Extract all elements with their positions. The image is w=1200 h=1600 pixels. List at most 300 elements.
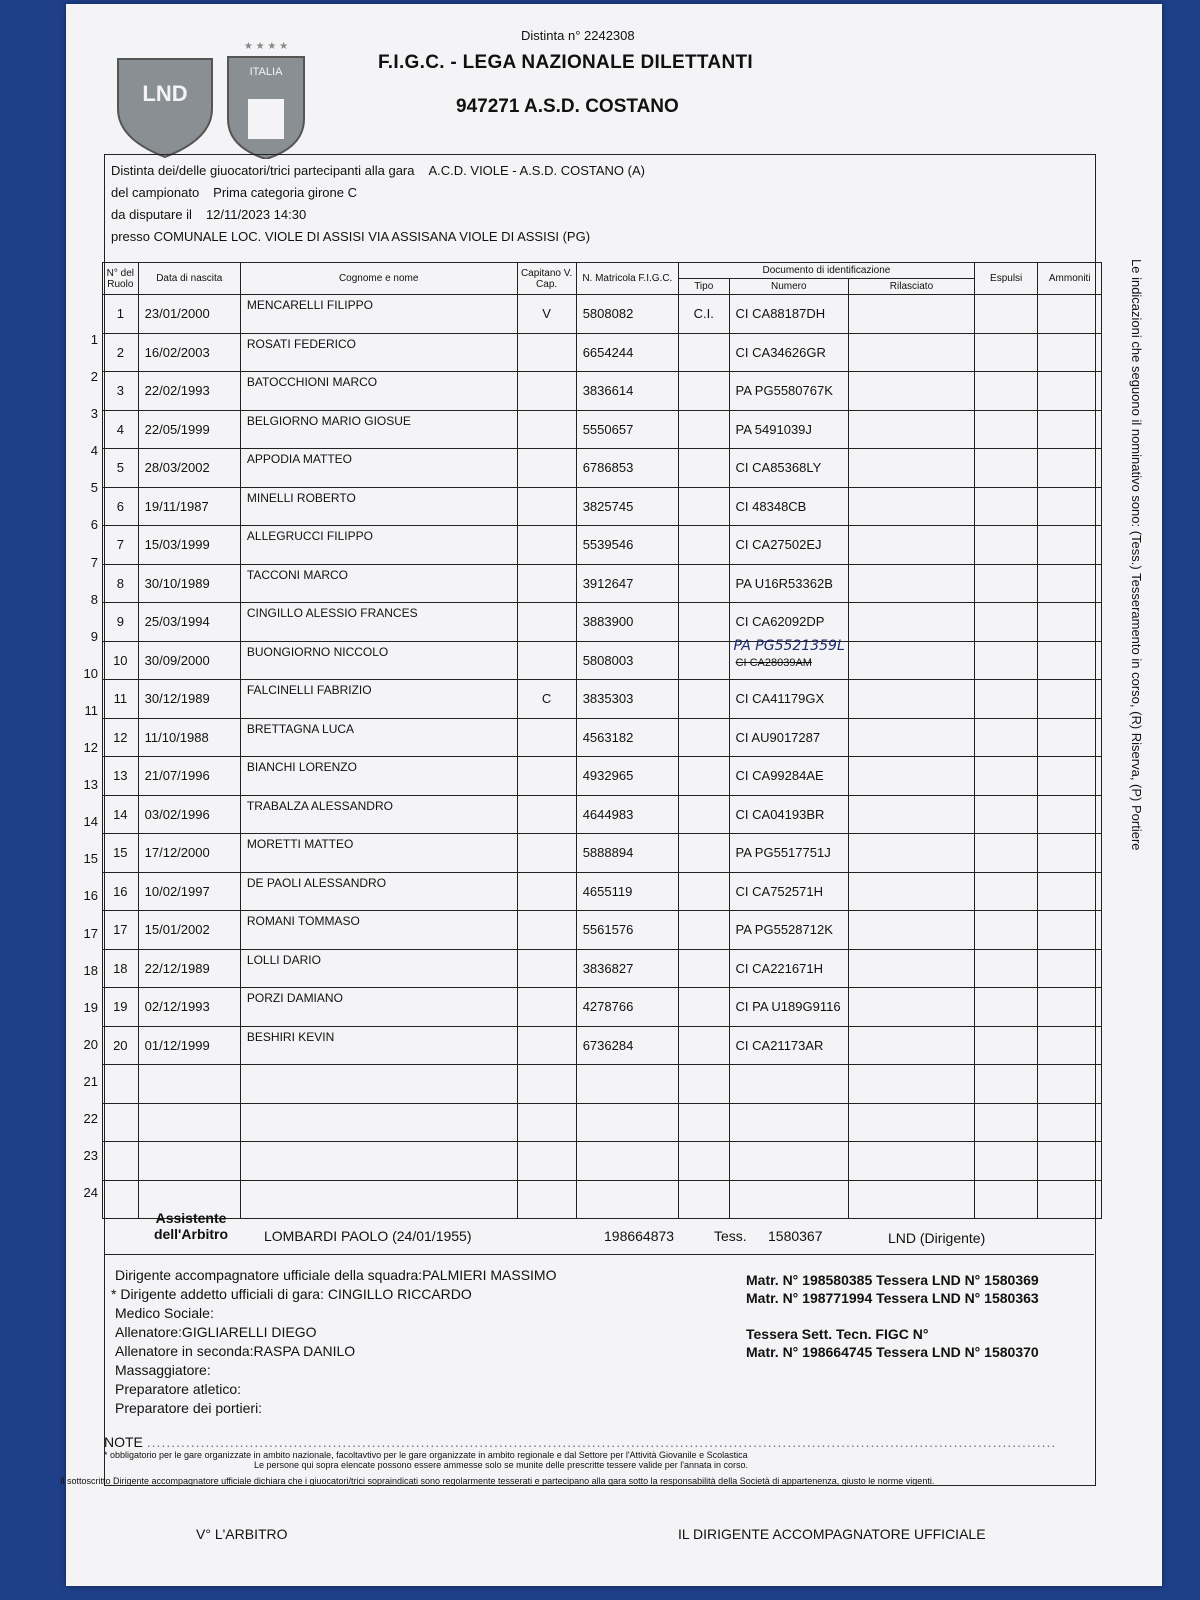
- cell-tipo: [678, 449, 729, 488]
- row-number: 24: [83, 1185, 98, 1201]
- cell-ammoniti: [1038, 333, 1102, 372]
- cell-nascita: 15/01/2002: [138, 911, 240, 950]
- cell-ruolo: 15: [103, 834, 139, 873]
- cell-ammoniti: [1038, 564, 1102, 603]
- handwritten-correction: PA PG5521359L: [733, 637, 845, 654]
- cell-ruolo: 16: [103, 872, 139, 911]
- cell-tipo: [678, 680, 729, 719]
- cell-espulsi: [974, 487, 1038, 526]
- cell-nome: ALLEGRUCCI FILIPPO: [240, 526, 517, 565]
- cell-tipo: C.I.: [678, 295, 729, 334]
- assistant-rilasciato: LND (Dirigente): [888, 1230, 986, 1246]
- table-row: [103, 641, 1102, 680]
- cell-tipo: [678, 641, 729, 680]
- row-number: 2: [90, 369, 98, 385]
- cell-tipo: [678, 718, 729, 757]
- cell-rilasciato: [849, 449, 975, 488]
- cell-ruolo: 4: [103, 410, 139, 449]
- cell-ammoniti: [1038, 372, 1102, 411]
- cell-ammoniti: [1038, 834, 1102, 873]
- cell-numero: CI CA221671H: [729, 949, 848, 988]
- cell-ruolo: 11: [103, 680, 139, 719]
- cell-ruolo: 12: [103, 718, 139, 757]
- match-date: 12/11/2023 14:30: [205, 207, 307, 222]
- cell-espulsi: [974, 372, 1038, 411]
- matr-line: Matr. N° 198664745 Tessera LND N° 1580370: [746, 1344, 1039, 1360]
- cell-ruolo: 13: [103, 757, 139, 796]
- cell-rilasciato: [849, 872, 975, 911]
- cell-espulsi: [974, 1065, 1038, 1104]
- note-fine2: Le persone qui sopra elencate possono essere ammesse solo se munite delle prescritte tessere valide per l'annata in corso.: [254, 1460, 748, 1470]
- cell-rilasciato: [849, 911, 975, 950]
- cell-numero: CI CA21173AR: [729, 1026, 848, 1065]
- cell-numero: CI CA752571H: [729, 872, 848, 911]
- staff-line: Massaggiatore:: [115, 1362, 211, 1378]
- cell-nascita: 10/02/1997: [138, 872, 240, 911]
- cell-nome: DE PAOLI ALESSANDRO: [240, 872, 517, 911]
- cell-nascita: 03/02/1996: [138, 795, 240, 834]
- cell-ammoniti: [1038, 949, 1102, 988]
- col-ammoniti: Ammoniti: [1038, 263, 1102, 295]
- table-row: [103, 410, 1102, 449]
- col-nome: Cognome e nome: [240, 263, 517, 295]
- cell-matricola: [576, 1142, 678, 1181]
- cell-nascita: 19/11/1987: [138, 487, 240, 526]
- cell-ruolo: 14: [103, 795, 139, 834]
- cell-nome: [240, 1103, 517, 1142]
- logos: [116, 39, 316, 159]
- cell-rilasciato: [849, 333, 975, 372]
- cell-tipo: [678, 1065, 729, 1104]
- table-row: [103, 1026, 1102, 1065]
- staff-line: Allenatore in seconda:RASPA DANILO: [115, 1343, 356, 1359]
- label-partecipanti: Distinta dei/delle giuocatori/trici partecipanti alla gara: [111, 163, 415, 178]
- cell-tipo: [678, 1026, 729, 1065]
- cell-numero: PA PG5528712K: [729, 911, 848, 950]
- cell-numero: CI CA88187DH: [729, 295, 848, 334]
- cell-rilasciato: [849, 680, 975, 719]
- row-number: 18: [83, 962, 98, 978]
- cell-rilasciato: [849, 487, 975, 526]
- cell-ruolo: 7: [103, 526, 139, 565]
- cell-espulsi: [974, 564, 1038, 603]
- cell-rilasciato: [849, 988, 975, 1027]
- cell-ruolo: 18: [103, 949, 139, 988]
- cell-tipo: [678, 603, 729, 642]
- cell-matricola: 3883900: [576, 603, 678, 642]
- cell-nome: TRABALZA ALESSANDRO: [240, 795, 517, 834]
- table-row: [103, 757, 1102, 796]
- cell-ammoniti: [1038, 295, 1102, 334]
- staff-line: Preparatore atletico:: [115, 1381, 242, 1397]
- cell-matricola: 5808082: [576, 295, 678, 334]
- cell-nascita: 16/02/2003: [138, 333, 240, 372]
- cell-rilasciato: [849, 834, 975, 873]
- cell-capitano: [517, 795, 576, 834]
- table-row: [103, 911, 1102, 950]
- cell-numero: [729, 1142, 848, 1181]
- cell-matricola: 4278766: [576, 988, 678, 1027]
- assistant-label: Assistente dell'Arbitro: [153, 1210, 229, 1242]
- cell-espulsi: [974, 949, 1038, 988]
- cell-espulsi: [974, 1103, 1038, 1142]
- cell-matricola: 3836827: [576, 949, 678, 988]
- cell-ammoniti: [1038, 449, 1102, 488]
- cell-matricola: [576, 1103, 678, 1142]
- cell-nascita: 11/10/1988: [138, 718, 240, 757]
- row-number: 6: [90, 517, 98, 533]
- cell-nome: [240, 1142, 517, 1181]
- note-fine1: * obbligatorio per le gare organizzate in ambito nazionale, facoltavtivo per le gare organizzate in ambito regionale e dal Settore per l'Attività Giovanile e Scolastica: [104, 1450, 748, 1460]
- cell-matricola: 6786853: [576, 449, 678, 488]
- cell-matricola: 4655119: [576, 872, 678, 911]
- cell-espulsi: [974, 718, 1038, 757]
- cell-espulsi: [974, 295, 1038, 334]
- cell-nome: MORETTI MATTEO: [240, 834, 517, 873]
- svg-text:LND: LND: [142, 81, 188, 106]
- cell-nascita: 25/03/1994: [138, 603, 240, 642]
- row-number: 9: [90, 628, 98, 644]
- cell-capitano: [517, 949, 576, 988]
- cell-tipo: [678, 487, 729, 526]
- cell-capitano: V: [517, 295, 576, 334]
- cell-espulsi: [974, 1026, 1038, 1065]
- cell-numero: PA PG5517751J: [729, 834, 848, 873]
- federation-title: F.I.G.C. - LEGA NAZIONALE DILETTANTI: [378, 52, 753, 73]
- cell-numero: CI CA62092DP: [729, 603, 848, 642]
- cell-matricola: 6736284: [576, 1026, 678, 1065]
- cell-nascita: 30/10/1989: [138, 564, 240, 603]
- cell-tipo: [678, 372, 729, 411]
- cell-rilasciato: [849, 718, 975, 757]
- table-row: [103, 949, 1102, 988]
- cell-matricola: [576, 1065, 678, 1104]
- cell-nascita: [138, 1103, 240, 1142]
- cell-numero: PA PG5580767K: [729, 372, 848, 411]
- cell-espulsi: [974, 911, 1038, 950]
- cell-rilasciato: [849, 295, 975, 334]
- row-number: 3: [90, 406, 98, 422]
- matr-line: [746, 1307, 1039, 1325]
- cell-matricola: 3825745: [576, 487, 678, 526]
- players-table: [102, 262, 1102, 1219]
- staff-line: Dirigente accompagnatore ufficiale della squadra:PALMIERI MASSIMO: [115, 1267, 557, 1283]
- row-number: 23: [83, 1148, 98, 1164]
- note-declaration: Il sottoscritto Dirigente accompagnatore ufficiale dichiara che i giuocatori/trici sopraindicati sono regolarmente tesserati e partecipano alla gara sotto la responsabilità della Società di appartenenza, giusto le norme vigenti.: [60, 1476, 935, 1486]
- staff-list: [111, 1266, 556, 1418]
- row-numbers: [66, 321, 102, 1211]
- row-number: 7: [90, 554, 98, 570]
- cell-ammoniti: [1038, 526, 1102, 565]
- col-rilasciato: Rilasciato: [849, 279, 975, 295]
- row-number: 8: [90, 591, 98, 607]
- cell-ruolo: 1: [103, 295, 139, 334]
- cell-ruolo: 19: [103, 988, 139, 1027]
- table-row: [103, 988, 1102, 1027]
- table-row: [103, 564, 1102, 603]
- cell-ammoniti: [1038, 988, 1102, 1027]
- cell-espulsi: [974, 872, 1038, 911]
- cell-ruolo: 2: [103, 333, 139, 372]
- row-number: 14: [83, 814, 98, 830]
- cell-capitano: [517, 564, 576, 603]
- cell-capitano: [517, 1142, 576, 1181]
- matr-line: Matr. N° 198771994 Tessera LND N° 1580363: [746, 1290, 1039, 1306]
- cell-matricola: 5808003: [576, 641, 678, 680]
- cell-numero: CI CA41179GX: [729, 680, 848, 719]
- cell-rilasciato: [849, 1142, 975, 1181]
- cell-ammoniti: [1038, 680, 1102, 719]
- side-note: Le indicazioni che seguono il nominativo sono: (Tess.) Tesseramento in corso, (R) Riserva, (P) Portiere: [1129, 259, 1144, 851]
- cell-nascita: [138, 1142, 240, 1181]
- cell-capitano: [517, 1026, 576, 1065]
- cell-nome: BATOCCHIONI MARCO: [240, 372, 517, 411]
- matr-line: Matr. N° 198580385 Tessera LND N° 1580369: [746, 1272, 1039, 1288]
- referee-signature-label: V° L'ARBITRO: [196, 1526, 288, 1542]
- row-number: 19: [83, 999, 98, 1015]
- svg-text:★ ★ ★ ★: ★ ★ ★ ★: [243, 41, 289, 52]
- cell-ammoniti: [1038, 718, 1102, 757]
- cell-rilasciato: [849, 603, 975, 642]
- note-label: NOTE: [104, 1434, 143, 1450]
- cell-nome: MENCARELLI FILIPPO: [240, 295, 517, 334]
- cell-ammoniti: [1038, 1103, 1102, 1142]
- club-title: 947271 A.S.D. COSTANO: [456, 96, 679, 117]
- cell-ammoniti: [1038, 1142, 1102, 1181]
- campionato: Prima categoria girone C: [213, 185, 357, 200]
- venue: COMUNALE LOC. VIOLE DI ASSISI VIA ASSISANA VIOLE DI ASSISI (PG): [153, 229, 591, 244]
- cell-nome: BELGIORNO MARIO GIOSUE: [240, 410, 517, 449]
- cell-tipo: [678, 333, 729, 372]
- svg-text:ITALIA: ITALIA: [249, 66, 283, 78]
- cell-nascita: 23/01/2000: [138, 295, 240, 334]
- table-row: [103, 795, 1102, 834]
- cell-rilasciato: [849, 641, 975, 680]
- cell-matricola: 6654244: [576, 333, 678, 372]
- cell-ruolo: [103, 1065, 139, 1104]
- cell-tipo: [678, 949, 729, 988]
- cell-espulsi: [974, 795, 1038, 834]
- cell-capitano: [517, 834, 576, 873]
- cell-rilasciato: [849, 564, 975, 603]
- match-name: A.C.D. VIOLE - A.S.D. COSTANO (A): [428, 163, 645, 178]
- cell-ammoniti: [1038, 757, 1102, 796]
- row-number: 4: [90, 443, 98, 459]
- cell-ruolo: 10: [103, 641, 139, 680]
- row-number: 17: [83, 925, 98, 941]
- table-row: [103, 872, 1102, 911]
- cell-espulsi: [974, 1142, 1038, 1181]
- cell-rilasciato: [849, 410, 975, 449]
- cell-nome: [240, 1065, 517, 1104]
- notes-section: NOTE .......................................................................................................................................................................................... * obbligatorio per le gare organizzate in ambito nazionale, facoltavtivo per le gare organizzate in ambito regionale e dal Settore per l'Attività Giovanile e Scolastica Le persone qui sopra elencate possono essere ammesse solo se munite delle prescritte tessere valide per l'annata in corso. Il sottoscritto Dirigente accompagnatore ufficiale dichiara che i giuocatori/trici sopraindicati sono regolarmente tesserati e partecipano alla gara sotto la responsabilità della Società di appartenenza, giusto le norme vigenti.: [104, 1434, 1090, 1486]
- cell-matricola: 4932965: [576, 757, 678, 796]
- cell-capitano: [517, 487, 576, 526]
- cell-capitano: [517, 1065, 576, 1104]
- cell-ammoniti: [1038, 410, 1102, 449]
- cell-rilasciato: [849, 949, 975, 988]
- row-number: 10: [83, 665, 98, 681]
- cell-ammoniti: [1038, 911, 1102, 950]
- cell-espulsi: [974, 680, 1038, 719]
- cell-numero: [729, 1065, 848, 1104]
- table-row: [103, 449, 1102, 488]
- table-row: [103, 834, 1102, 873]
- staff-line: * Dirigente addetto ufficiali di gara: CINGILLO RICCARDO: [111, 1286, 472, 1302]
- cell-nome: TACCONI MARCO: [240, 564, 517, 603]
- cell-ruolo: 20: [103, 1026, 139, 1065]
- cell-capitano: [517, 872, 576, 911]
- col-numero: Numero: [729, 279, 848, 295]
- staff-matricole: [746, 1271, 1039, 1361]
- cell-matricola: 5561576: [576, 911, 678, 950]
- cell-capitano: [517, 1103, 576, 1142]
- cell-numero: PA 5491039J: [729, 410, 848, 449]
- staff-line: Allenatore:GIGLIARELLI DIEGO: [115, 1324, 317, 1340]
- cell-espulsi: [974, 410, 1038, 449]
- label-data: da disputare il: [111, 207, 192, 222]
- row-number: 13: [83, 777, 98, 793]
- cell-ammoniti: [1038, 1026, 1102, 1065]
- table-row: [103, 487, 1102, 526]
- cell-ruolo: [103, 1103, 139, 1142]
- italia-logo-icon: [228, 41, 304, 159]
- cell-ammoniti: [1038, 603, 1102, 642]
- col-nascita: Data di nascita: [138, 263, 240, 295]
- assistant-name: LOMBARDI PAOLO (24/01/1955): [264, 1228, 472, 1244]
- cell-capitano: [517, 449, 576, 488]
- cell-capitano: [517, 911, 576, 950]
- cell-capitano: [517, 603, 576, 642]
- cell-rilasciato: [849, 526, 975, 565]
- col-capitano: Capitano V. Cap.: [517, 263, 576, 295]
- cell-capitano: C: [517, 680, 576, 719]
- staff-line: Medico Sociale:: [115, 1305, 214, 1321]
- cell-nascita: 30/09/2000: [138, 641, 240, 680]
- cell-ruolo: 8: [103, 564, 139, 603]
- table-row: [103, 526, 1102, 565]
- cell-espulsi: [974, 834, 1038, 873]
- table-row: [103, 1142, 1102, 1181]
- cell-nascita: 22/05/1999: [138, 410, 240, 449]
- cell-espulsi: [974, 988, 1038, 1027]
- cell-rilasciato: [849, 757, 975, 796]
- cell-numero: CI AU9017287: [729, 718, 848, 757]
- cell-numero: PA U16R53362B: [729, 564, 848, 603]
- table-row: [103, 603, 1102, 642]
- cell-rilasciato: [849, 1103, 975, 1142]
- table-row: [103, 1065, 1102, 1104]
- cell-nome: MINELLI ROBERTO: [240, 487, 517, 526]
- distinta-number: Distinta n° 2242308: [521, 28, 635, 43]
- cell-nascita: 30/12/1989: [138, 680, 240, 719]
- cell-ammoniti: [1038, 872, 1102, 911]
- cell-ruolo: 6: [103, 487, 139, 526]
- matr-line: Tessera Sett. Tecn. FIGC N°: [746, 1326, 929, 1342]
- cell-nascita: [138, 1065, 240, 1104]
- cell-ruolo: 3: [103, 372, 139, 411]
- cell-tipo: [678, 410, 729, 449]
- col-ruolo: N° del Ruolo: [103, 263, 139, 295]
- cell-capitano: [517, 641, 576, 680]
- table-row: [103, 295, 1102, 334]
- cell-ruolo: [103, 1142, 139, 1181]
- row-number: 11: [84, 702, 98, 718]
- cell-rilasciato: [849, 372, 975, 411]
- cell-nascita: 28/03/2002: [138, 449, 240, 488]
- cell-nascita: 22/12/1989: [138, 949, 240, 988]
- cell-ruolo: 5: [103, 449, 139, 488]
- cell-tipo: [678, 911, 729, 950]
- cell-nascita: 15/03/1999: [138, 526, 240, 565]
- table-row: [103, 333, 1102, 372]
- label-presso: presso: [111, 229, 151, 244]
- cell-tipo: [678, 795, 729, 834]
- cell-matricola: 3835303: [576, 680, 678, 719]
- cell-espulsi: [974, 641, 1038, 680]
- cell-capitano: [517, 526, 576, 565]
- cell-nascita: 17/12/2000: [138, 834, 240, 873]
- cell-tipo: [678, 757, 729, 796]
- cell-nome: BUONGIORNO NICCOLO: [240, 641, 517, 680]
- cell-numero: [729, 637, 848, 680]
- cell-nome: LOLLI DARIO: [240, 949, 517, 988]
- roster-sheet: [60, 4, 1162, 1586]
- cell-nascita: 22/02/1993: [138, 372, 240, 411]
- struck-document: CI CA28039AM: [735, 656, 812, 669]
- cell-nome: BRETTAGNA LUCA: [240, 718, 517, 757]
- row-number: 22: [83, 1110, 98, 1126]
- cell-tipo: [678, 1142, 729, 1181]
- cell-nascita: 01/12/1999: [138, 1026, 240, 1065]
- match-info: [111, 160, 1086, 248]
- cell-nome: APPODIA MATTEO: [240, 449, 517, 488]
- cell-nascita: 21/07/1996: [138, 757, 240, 796]
- cell-matricola: 3912647: [576, 564, 678, 603]
- lnd-logo-icon: [118, 59, 212, 157]
- cell-tipo: [678, 834, 729, 873]
- col-espulsi: Espulsi: [974, 263, 1038, 295]
- cell-ammoniti: [1038, 1065, 1102, 1104]
- cell-capitano: [517, 333, 576, 372]
- cell-espulsi: [974, 333, 1038, 372]
- cell-numero: CI 48348CB: [729, 487, 848, 526]
- cell-numero: CI CA04193BR: [729, 795, 848, 834]
- cell-nome: PORZI DAMIANO: [240, 988, 517, 1027]
- cell-espulsi: [974, 526, 1038, 565]
- row-number: 21: [83, 1073, 98, 1089]
- assistant-referee-row: [104, 1212, 1094, 1255]
- manager-signature-label: IL DIRIGENTE ACCOMPAGNATORE UFFICIALE: [678, 1526, 986, 1542]
- cell-tipo: [678, 564, 729, 603]
- cell-capitano: [517, 718, 576, 757]
- cell-capitano: [517, 988, 576, 1027]
- cell-nome: BIANCHI LORENZO: [240, 757, 517, 796]
- cell-ammoniti: [1038, 487, 1102, 526]
- row-number: 1: [90, 332, 98, 347]
- row-number: 15: [83, 851, 98, 867]
- cell-nascita: 02/12/1993: [138, 988, 240, 1027]
- row-number: 5: [90, 480, 98, 496]
- players-rows: [103, 295, 1102, 1219]
- table-row: [103, 1103, 1102, 1142]
- row-number: 12: [83, 740, 98, 756]
- cell-espulsi: [974, 603, 1038, 642]
- staff-line: Preparatore dei portieri:: [115, 1400, 263, 1416]
- cell-matricola: 5550657: [576, 410, 678, 449]
- cell-ruolo: 9: [103, 603, 139, 642]
- cell-matricola: 5888894: [576, 834, 678, 873]
